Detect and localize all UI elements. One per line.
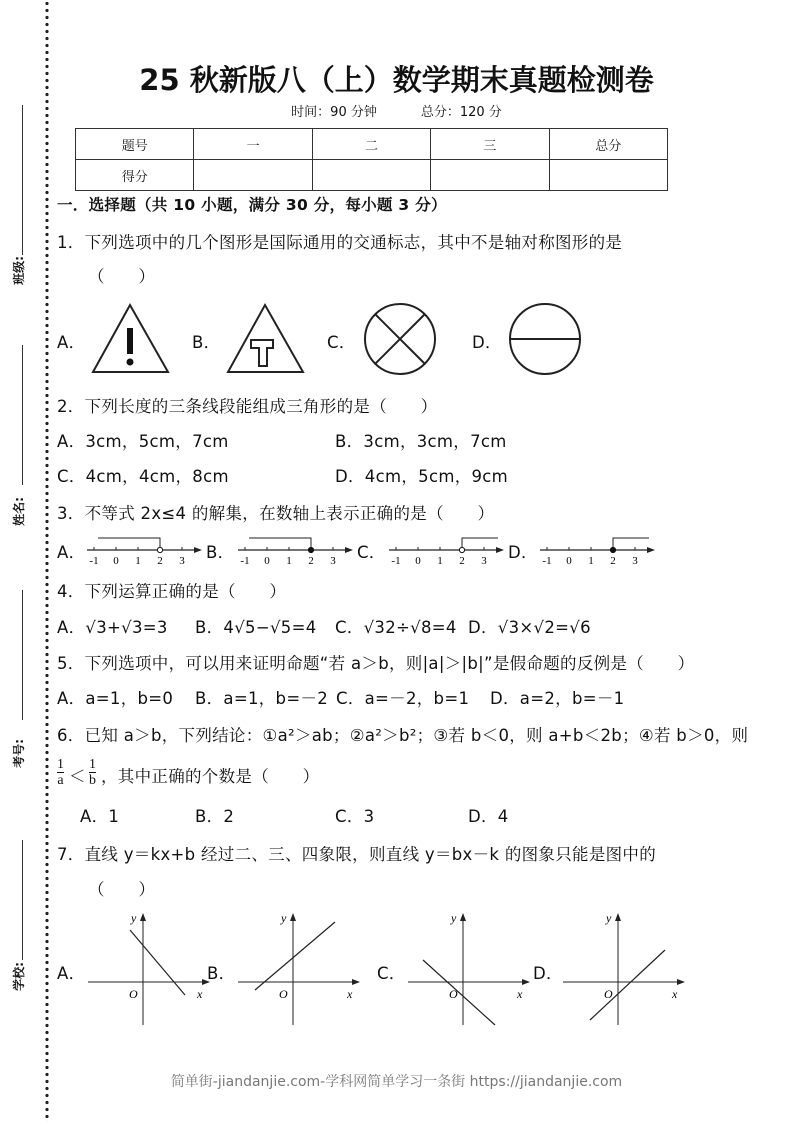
option-c: C．a=－2，b=1 [336,689,470,708]
option-label: B． [192,333,221,352]
tick-label: -1 [89,555,99,567]
number-line-a [84,534,204,568]
score-table [75,128,668,191]
denominator: a [57,773,64,788]
tick-label: -1 [391,555,401,567]
tick-label: 1 [286,555,292,567]
option-label: A． [57,543,86,562]
option-b: B．4√5−√5=4 [195,618,317,637]
option-label: D． [533,964,563,983]
answer-paren: （ ） [88,880,156,899]
table-cell [194,160,312,191]
y-axis-label: y [451,911,457,925]
closed-dot [610,547,615,552]
option-b: B．2 [195,807,235,826]
option-label: C． [327,333,356,352]
graph-d [560,910,690,1028]
origin-label: O [129,987,138,1001]
side-line [22,105,23,255]
graph-line [130,930,185,995]
side-line [22,840,23,960]
numerator: 1 [89,757,96,772]
tick-label: 3 [179,555,185,567]
arrow-icon [460,913,466,921]
x-axis-label: x [672,987,678,1001]
no-parking-sign-icon [358,300,442,378]
table-cell [549,160,667,191]
option-label: B． [207,964,236,983]
option-label: A． [57,964,86,983]
arrow-icon [496,547,504,553]
solution-bracket [613,538,649,550]
option-c: C．√32÷√8=4 [335,618,457,637]
origin-label: O [449,987,458,1001]
arrow-icon [522,979,530,985]
arrow-icon [352,979,360,985]
numerator: 1 [57,757,64,772]
table-row [76,129,668,160]
graph-line [255,922,335,990]
exam-number-label: 考号: [11,739,26,768]
option-d: D．√3×√2=√6 [468,618,591,637]
tick-label: 0 [415,555,421,567]
option-d: D．a=2，b=－1 [490,689,625,708]
tick-label: 2 [157,555,163,567]
open-dot [157,547,162,552]
junction-sign-icon [223,300,308,376]
side-line [22,590,23,720]
tick-label: 3 [330,555,336,567]
y-axis-label: y [131,911,137,925]
tick-label: -1 [542,555,552,567]
tick-label: 3 [632,555,638,567]
graph-line [423,960,495,1025]
option-a: A．√3+√3=3 [57,618,168,637]
question-5: 5．下列选项中，可以用来证明命题“若 a＞b，则|a|＞|b|”是假命题的反例是（ ） [57,654,695,673]
y-axis-label: y [281,911,287,925]
solution-bracket [98,538,160,550]
tick-label: 0 [566,555,572,567]
question-6: 6．已知 a＞b，下列结论：①a²＞ab；②a²＞b²；③若 b＜0，则 a+b＜2b；④若 b＞0，则 [57,726,749,745]
graph-line [590,950,665,1020]
tick-label: 1 [588,555,594,567]
graph-b [235,910,365,1028]
table-cell: 二 [312,129,430,160]
tick-label: 0 [264,555,270,567]
tick-label: 2 [459,555,465,567]
option-label: B． [206,543,235,562]
footer-watermark: 简单街-jiandanjie.com-学科网简单学习一条街 https://jiandanjie.com [170,1074,623,1090]
x-axis-label: x [197,987,203,1001]
arrow-icon [615,913,621,921]
origin-label: O [279,987,288,1001]
page-title: 25 秋新版八（上）数学期末真题检测卷 [139,63,654,97]
tick-label: 3 [481,555,487,567]
exam-time: 时间：90 分钟 [291,105,377,120]
option-d: D．4cm，5cm，9cm [335,467,509,486]
table-cell [431,160,549,191]
school-label: 学校: [11,962,26,991]
question-4: 4．下列运算正确的是（ ） [57,582,287,601]
arrow-icon [345,547,353,553]
table-cell: 题号 [76,129,194,160]
option-b: B．3cm，3cm，7cm [335,432,507,451]
number-line-c [386,534,506,568]
arrow-icon [647,547,655,553]
less-than-sign: ＜ [69,767,86,786]
option-c: C．3 [335,807,375,826]
question-1: 1．下列选项中的几个图形是国际通用的交通标志，其中不是轴对称图形的是 [57,233,623,252]
table-cell: 一 [194,129,312,160]
exam-total: 总分：120 分 [420,105,502,120]
table-row [76,160,668,191]
class-label: 班级: [11,256,26,285]
question-7: 7．直线 y＝kx+b 经过二、三、四象限，则直线 y＝bx－k 的图象只能是图中的 [57,845,657,864]
closed-dot [308,547,313,552]
fraction-1-over-a [57,757,64,788]
open-dot [459,547,464,552]
arrow-icon [202,979,210,985]
arrow-icon [677,979,685,985]
no-entry-sign-icon [503,300,587,378]
option-b: B．a=1，b=－2 [195,689,329,708]
option-a: A．3cm，5cm，7cm [57,432,229,451]
table-cell [312,160,430,191]
number-line-d [537,534,657,568]
option-d: D．4 [468,807,509,826]
arrow-icon [194,547,202,553]
exam-info [0,101,793,120]
graph-c [405,910,535,1028]
arrow-icon [290,913,296,921]
question-3: 3．不等式 2x≤4 的解集，在数轴上表示正确的是（ ） [57,504,495,523]
option-c: C．4cm，4cm，8cm [57,467,229,486]
question-2: 2．下列长度的三条线段能组成三角形的是（ ） [57,397,438,416]
name-label: 姓名: [11,497,26,526]
x-axis-label: x [347,987,353,1001]
solution-bracket [249,538,311,550]
tick-label: 0 [113,555,119,567]
tick-label: 2 [610,555,616,567]
section-heading: 一．选择题（共 10 小题，满分 30 分，每小题 3 分） [57,196,447,214]
denominator: b [89,773,96,788]
tick-label: 2 [308,555,314,567]
question-6-cont: ，其中正确的个数是（ ） [101,767,320,786]
option-label: D． [472,333,502,352]
x-axis-label: x [517,987,523,1001]
tick-label: 1 [437,555,443,567]
binding-dotted-line [45,0,49,1122]
answer-paren: （ ） [88,267,156,286]
table-cell: 三 [431,129,549,160]
tick-label: 1 [135,555,141,567]
warning-triangle-icon [88,300,173,376]
side-line [22,345,23,485]
tick-label: -1 [240,555,250,567]
option-label: D． [508,543,538,562]
option-a: A．1 [80,807,120,826]
origin-label: O [604,987,613,1001]
table-cell: 得分 [76,160,194,191]
option-a: A．a=1，b=0 [57,689,174,708]
y-axis-label: y [606,911,612,925]
table-cell: 总分 [549,129,667,160]
graph-a [85,910,215,1028]
arrow-icon [140,913,146,921]
option-label: C． [357,543,386,562]
option-label: C． [377,964,406,983]
number-line-b [235,534,355,568]
solution-bracket [462,538,498,550]
option-label: A． [57,333,86,352]
fraction-1-over-b [89,757,96,788]
